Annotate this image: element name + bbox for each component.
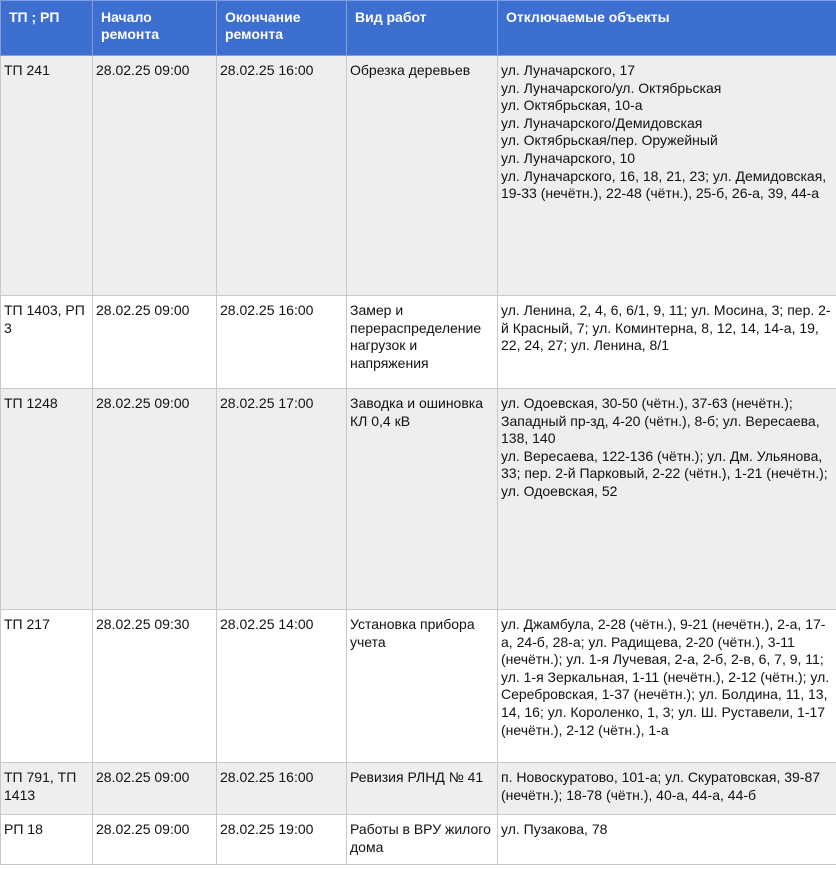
cell-tp: ТП 791, ТП 1413 bbox=[1, 763, 93, 815]
cell-end: 28.02.25 16:00 bbox=[217, 763, 347, 815]
table-row bbox=[1, 610, 836, 763]
object-line: ул. Одоевская, 30-50 (чётн.), 37-63 (нечётн.); Западный пр-зд, 4-20 (чётн.), 8-б; ул. Вересаева, 138, 140 bbox=[501, 395, 820, 447]
cell-end: 28.02.25 14:00 bbox=[217, 610, 347, 763]
cell-tp: ТП 1248 bbox=[1, 389, 93, 610]
object-line: ул. Пузакова, 78 bbox=[501, 821, 608, 837]
object-line: ул. Октябрьская, 10-а bbox=[501, 97, 643, 114]
cell-work: Обрезка деревьев bbox=[347, 56, 498, 296]
object-line: ул. Луначарского, 16, 18, 21, 23; ул. Демидовская, 19-33 (нечётн.), 22-48 (чётн.), 25-б, 26-а, 39, 44-а bbox=[501, 167, 827, 202]
table-row bbox=[1, 763, 836, 815]
object-line: ул. Ленина, 2, 4, 6, 6/1, 9, 11; ул. Мосина, 3; пер. 2-й Красный, 7; ул. Коминтерна, 8, 12, 14, 14-а, 19, 22, 24, 27; ул. Ленина, 8/1 bbox=[501, 302, 831, 354]
cell-start: 28.02.25 09:00 bbox=[93, 389, 217, 610]
header-work-type: Вид работ bbox=[347, 1, 498, 56]
cell-work: Ревизия РЛНД № 41 bbox=[347, 763, 498, 815]
cell-start: 28.02.25 09:00 bbox=[93, 763, 217, 815]
table-row bbox=[1, 56, 836, 296]
cell-tp: ТП 241 bbox=[1, 56, 93, 296]
cell-objects bbox=[498, 389, 836, 610]
cell-end: 28.02.25 16:00 bbox=[217, 56, 347, 296]
cell-start: 28.02.25 09:30 bbox=[93, 610, 217, 763]
cell-start: 28.02.25 09:00 bbox=[93, 815, 217, 865]
header-tp-rp: ТП ; РП bbox=[1, 1, 93, 56]
cell-objects bbox=[498, 56, 836, 296]
object-line: ул. Октябрьская/пер. Оружейный bbox=[501, 132, 718, 149]
header-objects: Отключаемые объекты bbox=[498, 1, 836, 56]
table-header-row bbox=[1, 1, 836, 56]
cell-tp: РП 18 bbox=[1, 815, 93, 865]
cell-end: 28.02.25 19:00 bbox=[217, 815, 347, 865]
cell-work: Заводка и ошиновка КЛ 0,4 кВ bbox=[347, 389, 498, 610]
cell-work: Замер и перераспределение нагрузок и напряжения bbox=[347, 296, 498, 389]
header-start: Начало ремонта bbox=[93, 1, 217, 56]
cell-objects bbox=[498, 815, 836, 865]
header-end: Окончание ремонта bbox=[217, 1, 347, 56]
cell-end: 28.02.25 16:00 bbox=[217, 296, 347, 389]
object-line: ул. Луначарского, 17 bbox=[501, 62, 636, 78]
cell-tp: ТП 1403, РП 3 bbox=[1, 296, 93, 389]
cell-tp: ТП 217 bbox=[1, 610, 93, 763]
object-line: ул. Вересаева, 122-136 (чётн.); ул. Дм. Ульянова, 33; пер. 2-й Парковый, 2-22 (чётн.), 1-21 (нечётн.); ул. Одоевская, 52 bbox=[501, 447, 828, 499]
object-line: п. Новоскуратово, 101-а; ул. Скуратовская, 39-87 (нечётн.); 18-78 (чётн.), 40-а, 44-а, 44-б bbox=[501, 769, 821, 803]
cell-start: 28.02.25 09:00 bbox=[93, 296, 217, 389]
cell-objects bbox=[498, 296, 836, 389]
object-line: ул. Луначарского/ул. Октябрьская bbox=[501, 79, 722, 96]
cell-end: 28.02.25 17:00 bbox=[217, 389, 347, 610]
table-row bbox=[1, 815, 836, 865]
cell-work: Работы в ВРУ жилого дома bbox=[347, 815, 498, 865]
cell-objects bbox=[498, 763, 836, 815]
cell-work: Установка прибора учета bbox=[347, 610, 498, 763]
table-row bbox=[1, 296, 836, 389]
object-line: ул. Луначарского/Демидовская bbox=[501, 114, 703, 131]
cell-objects bbox=[498, 610, 836, 763]
object-line: ул. Джамбула, 2-28 (чётн.), 9-21 (нечётн.), 2-а, 17-а, 24-б, 28-а; ул. Радищева, 2-20 (чётн.), 3-11 (нечётн.); ул. 1-я Лучевая, 2-а, 2-б, 2-в, 6, 7, 9, 11; ул. 1-я Зеркальная, 1-11 (нечётн.), 2-12 (чётн.); ул. Серебровская, 1-37 (нечётн.); ул. Болдина, 11, 13, 14, 16; ул. Короленко, 1, 3; ул. Ш. Руставели, 1-17 (нечётн.), 2-12 (чётн.), 1-а bbox=[501, 616, 830, 738]
table-row bbox=[1, 389, 836, 610]
cell-start: 28.02.25 09:00 bbox=[93, 56, 217, 296]
object-line: ул. Луначарского, 10 bbox=[501, 149, 636, 166]
